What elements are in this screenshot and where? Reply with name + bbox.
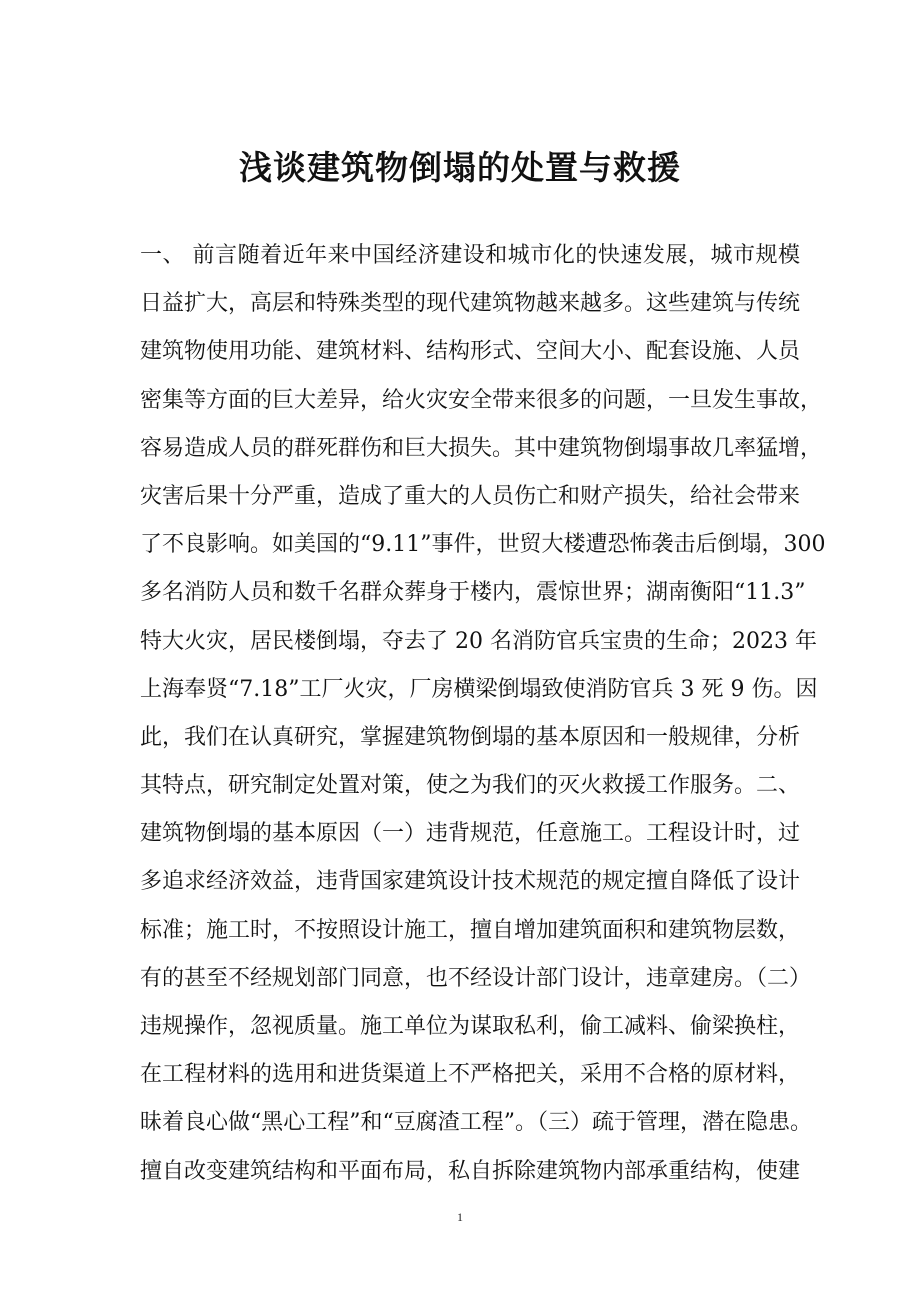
body-line: 灾害后果十分严重，造成了重大的人员伤亡和财产损失，给社会带来 <box>140 483 801 509</box>
body-line: 特大火灾，居民楼倒塌，夺去了 20 名消防官兵宝贵的生命；2023 年 <box>140 628 817 654</box>
document-body <box>140 232 826 1196</box>
body-line: 一、 前言随着近年来中国经济建设和城市化的快速发展，城市规模 <box>140 243 800 268</box>
body-line: 此，我们在认真研究，掌握建筑物倒塌的基本原因和一般规律，分析 <box>140 724 801 750</box>
body-line: 了不良影响。如美国的“9.11”事件，世贸大楼遭恐怖袭击后倒塌，300 <box>140 532 826 558</box>
body-line: 容易造成人员的群死群伤和巨大损失。其中建筑物倒塌事故几率猛增， <box>140 435 823 461</box>
body-line: 有的甚至不经规划部门同意，也不经设计部门设计，违章建房。（二） <box>140 965 812 991</box>
body-line: 密集等方面的巨大差异，给火灾安全带来很多的问题，一旦发生事故， <box>140 387 823 413</box>
body-line: 日益扩大，高层和特殊类型的现代建筑物越来越多。这些建筑与传统 <box>140 291 801 317</box>
body-line: 擅自改变建筑结构和平面布局，私自拆除建筑物内部承重结构，使建 <box>140 1158 801 1184</box>
body-line: 多追求经济效益，违背国家建筑设计技术规范的规定擅自降低了设计 <box>140 869 801 895</box>
body-line: 上海奉贤“7.18”工厂火灾，厂房横梁倒塌致使消防官兵 3 死 9 伤。因 <box>140 676 818 702</box>
body-line: 违规操作，忽视质量。施工单位为谋取私利，偷工减料、偷梁换柱， <box>140 1014 801 1039</box>
document-title: 浅谈建筑物倒塌的处置与救援 <box>239 148 681 187</box>
body-line: 建筑物倒塌的基本原因（一）违背规范，任意施工。工程设计时，过 <box>140 821 801 847</box>
body-line: 在工程材料的选用和进货渠道上不严格把关，采用不合格的原材料， <box>140 1062 801 1088</box>
body-line: 昧着良心做“黑心工程”和“豆腐渣工程”。（三）疏于管理，潜在隐患。 <box>140 1110 812 1136</box>
page-number: 1 <box>457 1210 463 1224</box>
body-line: 标准；施工时，不按照设计施工，擅自增加建筑面积和建筑物层数， <box>140 917 801 943</box>
body-line: 建筑物使用功能、建筑材料、结构形式、空间大小、配套设施、人员 <box>140 339 801 365</box>
body-line: 其特点，研究制定处置对策，使之为我们的灭火救援工作服务。二、 <box>140 773 801 799</box>
body-line: 多名消防人员和数千名群众葬身于楼内，震惊世界；湖南衡阳“11.3” <box>140 580 806 606</box>
